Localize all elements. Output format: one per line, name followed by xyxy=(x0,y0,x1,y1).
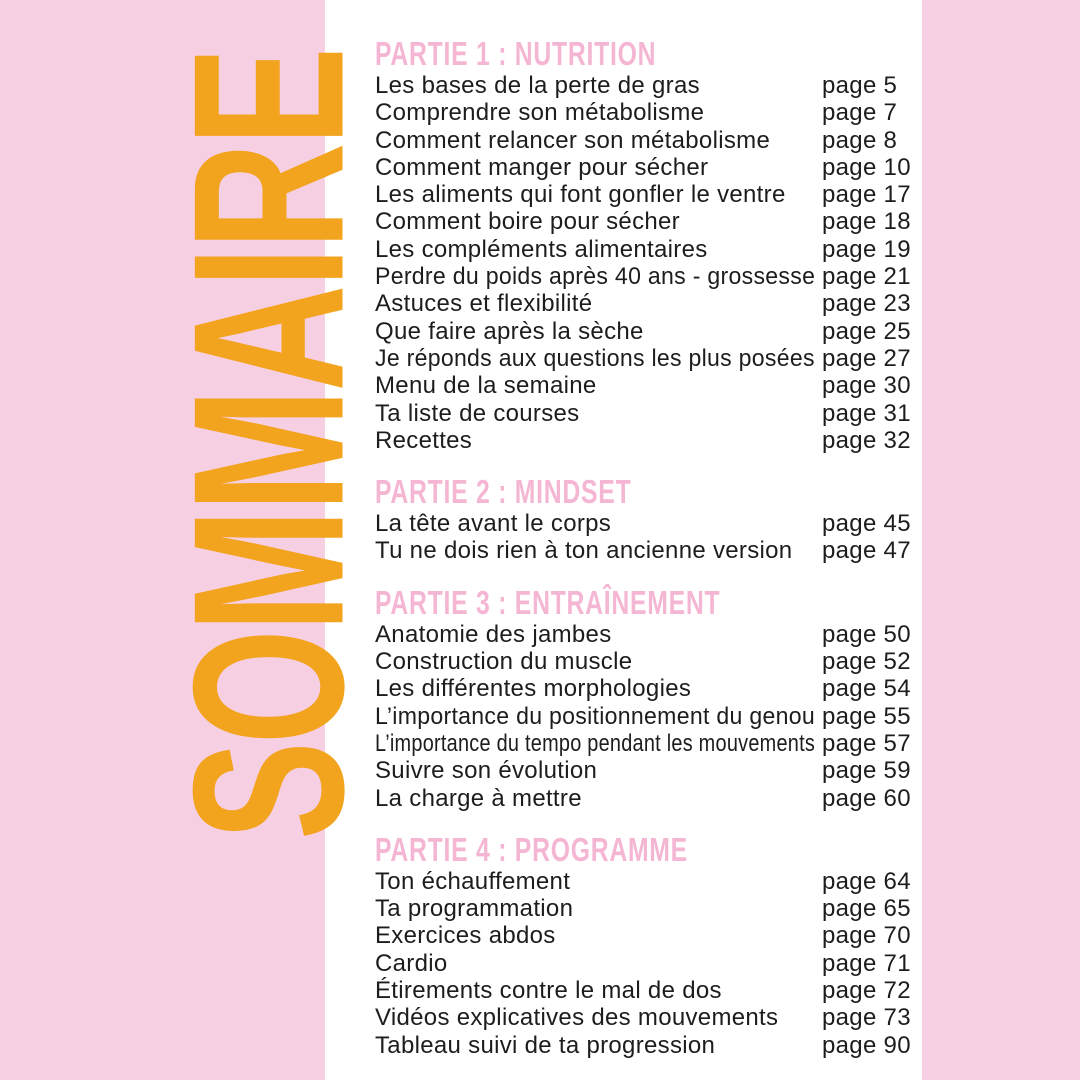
toc-item-label-cell xyxy=(375,345,822,373)
toc-item-label: Ta liste de courses xyxy=(375,399,580,427)
toc-item-label: Anatomie des jambes xyxy=(375,620,612,648)
toc-item-label: Tableau suivi de ta progression xyxy=(375,1031,716,1059)
toc-item-label: Étirements contre le mal de dos xyxy=(375,977,722,1005)
toc-item-page: page 25 xyxy=(822,317,911,345)
section-items xyxy=(375,867,911,1059)
toc-item-page: page 59 xyxy=(822,757,911,785)
toc-item-label-cell xyxy=(375,730,822,758)
toc-item-label: Construction du muscle xyxy=(375,648,633,676)
toc-item xyxy=(375,99,905,126)
toc-item-label-cell xyxy=(375,785,822,813)
toc-item-label-cell xyxy=(375,537,822,565)
toc-item-page: page 55 xyxy=(822,702,911,730)
toc-item xyxy=(375,977,911,1005)
toc-item-label-cell xyxy=(375,372,822,400)
toc-item-label-cell xyxy=(375,72,822,100)
toc-item-label: Ta programmation xyxy=(375,895,574,923)
section-header xyxy=(375,832,905,868)
toc-item-label: Les différentes morphologies xyxy=(375,675,692,703)
toc-item-label-cell xyxy=(375,400,822,428)
toc-item-page: page 7 xyxy=(822,99,898,127)
toc-item-page: page 31 xyxy=(822,399,911,427)
vertical-title-text: SOMMAIRE xyxy=(149,50,389,840)
toc-item-page: page 71 xyxy=(822,949,911,977)
toc-item-page: page 32 xyxy=(822,426,911,454)
toc-item-page: page 47 xyxy=(822,537,911,565)
section-header xyxy=(375,474,905,510)
toc-item-page: page 8 xyxy=(822,126,898,154)
toc-item xyxy=(375,153,911,181)
toc-item-label-cell xyxy=(375,895,822,923)
section-title: PARTIE 4 : PROGRAMME xyxy=(375,830,688,868)
toc-item xyxy=(375,426,911,454)
toc-item xyxy=(375,181,911,209)
toc-item-page: page 60 xyxy=(822,784,911,812)
toc-item xyxy=(375,317,911,345)
toc-sections xyxy=(375,35,911,1059)
toc-item-label-cell xyxy=(375,127,822,155)
toc-item xyxy=(375,72,905,99)
toc-item xyxy=(375,702,911,730)
toc-item-page: page 21 xyxy=(822,263,911,291)
toc-item xyxy=(375,648,911,676)
toc-item-label-cell xyxy=(375,703,822,731)
section-title: PARTIE 1 : NUTRITION xyxy=(375,35,657,72)
toc-item-page: page 23 xyxy=(822,290,911,318)
toc-item xyxy=(375,757,911,785)
toc-item-page: page 72 xyxy=(822,977,911,1005)
toc-item xyxy=(375,675,911,703)
toc-item-page: page 17 xyxy=(822,181,911,209)
toc-item-label: Les compléments alimentaires xyxy=(375,235,708,263)
toc-item-page: page 73 xyxy=(822,1004,911,1032)
section-header xyxy=(375,585,905,621)
toc-item-label: Ton échauffement xyxy=(375,867,571,895)
toc-section xyxy=(375,830,911,1059)
toc-item-page: page 19 xyxy=(822,235,911,263)
toc-item-page: page 50 xyxy=(822,620,911,648)
toc-item-label-cell xyxy=(375,868,822,896)
toc-item-label-cell xyxy=(375,621,822,649)
toc-item xyxy=(375,620,911,648)
section-title: PARTIE 2 : MINDSET xyxy=(375,473,632,511)
toc-item-label-cell xyxy=(375,318,822,346)
toc-item-label-cell xyxy=(375,154,822,182)
toc-item-label-cell xyxy=(375,263,822,291)
toc-item-label: Comment manger pour sécher xyxy=(375,153,709,181)
toc-item-label: La tête avant le corps xyxy=(375,510,612,538)
toc-item xyxy=(375,537,911,565)
toc-item-label-cell xyxy=(375,648,822,676)
toc-item xyxy=(375,867,911,895)
toc-item-page: page 90 xyxy=(822,1031,911,1059)
toc-item xyxy=(375,290,911,318)
toc-item-label: Comprendre son métabolisme xyxy=(375,99,705,127)
toc-item-label: L’importance du tempo pendant les mouvements xyxy=(375,729,816,757)
toc-item xyxy=(375,263,911,291)
toc-item-label: Je réponds aux questions les plus posées xyxy=(375,344,815,372)
toc-item xyxy=(375,895,911,923)
toc-item-label: Recettes xyxy=(375,426,473,454)
toc-item-page: page 10 xyxy=(822,153,911,181)
toc-item-page: page 54 xyxy=(822,675,911,703)
toc-item-label-cell xyxy=(375,675,822,703)
toc-item-label-cell xyxy=(375,510,822,538)
toc-item-label-cell xyxy=(375,1004,822,1032)
toc-item-label: Cardio xyxy=(375,949,448,977)
toc-item-label: Menu de la semaine xyxy=(375,372,597,400)
toc-item-page: page 18 xyxy=(822,208,911,236)
toc-item-label-cell xyxy=(375,99,822,127)
section-items xyxy=(375,620,911,812)
toc-item-page: page 57 xyxy=(822,729,911,757)
toc-item xyxy=(375,949,911,977)
toc-item xyxy=(375,235,911,263)
toc-item-label-cell xyxy=(375,1032,822,1060)
toc-item-label: L’importance du positionnement du genou xyxy=(375,702,815,730)
toc-item-page: page 5 xyxy=(822,72,898,99)
toc-item xyxy=(375,922,911,950)
toc-item xyxy=(375,1004,911,1032)
toc-item-page: page 64 xyxy=(822,867,911,895)
toc-item-label: Suivre son évolution xyxy=(375,757,598,785)
toc-item-label-cell xyxy=(375,181,822,209)
toc-item-label: Que faire après la sèche xyxy=(375,317,644,345)
toc-item xyxy=(375,399,911,427)
toc-item-page: page 52 xyxy=(822,648,911,676)
toc-item-label-cell xyxy=(375,427,822,455)
toc-item-page: page 27 xyxy=(822,344,911,372)
toc-item xyxy=(375,208,911,236)
toc-item-label: Astuces et flexibilité xyxy=(375,290,593,318)
toc-item-label: Perdre du poids après 40 ans - grossesse xyxy=(375,263,816,291)
toc-item xyxy=(375,729,911,757)
toc-item-label-cell xyxy=(375,977,822,1005)
toc-item-label: Comment boire pour sécher xyxy=(375,208,680,236)
toc-item xyxy=(375,372,911,400)
toc-section xyxy=(375,35,911,454)
toc-item-label-cell xyxy=(375,208,822,236)
toc-item-label: Les aliments qui font gonfler le ventre xyxy=(375,181,786,209)
toc-item-page: page 70 xyxy=(822,922,911,950)
section-title: PARTIE 3 : ENTRAÎNEMENT xyxy=(375,583,721,621)
toc-item-label-cell xyxy=(375,236,822,264)
toc-item-label: Les bases de la perte de gras xyxy=(375,72,700,99)
toc-item xyxy=(375,510,911,538)
toc-item-label: La charge à mettre xyxy=(375,784,582,812)
toc-item-label-cell xyxy=(375,290,822,318)
toc-item-page: page 45 xyxy=(822,510,911,538)
toc-item-label-cell xyxy=(375,950,822,978)
toc-section xyxy=(375,583,911,812)
toc-item-label: Tu ne dois rien à ton ancienne version xyxy=(375,537,793,565)
section-items xyxy=(375,72,911,454)
toc-item-label: Vidéos explicatives des mouvements xyxy=(375,1004,779,1032)
toc-item-label-cell xyxy=(375,922,822,950)
toc-item xyxy=(375,1031,911,1059)
toc-item-page: page 65 xyxy=(822,895,911,923)
toc-item xyxy=(375,784,911,812)
section-header xyxy=(375,36,905,72)
toc-item-label-cell xyxy=(375,757,822,785)
toc-item-label: Exercices abdos xyxy=(375,922,556,950)
toc-item-page: page 30 xyxy=(822,372,911,400)
toc-item xyxy=(375,127,905,154)
toc-item-label: Comment relancer son métabolisme xyxy=(375,126,771,154)
toc-section xyxy=(375,473,911,565)
section-items xyxy=(375,510,911,565)
toc-item xyxy=(375,344,911,372)
